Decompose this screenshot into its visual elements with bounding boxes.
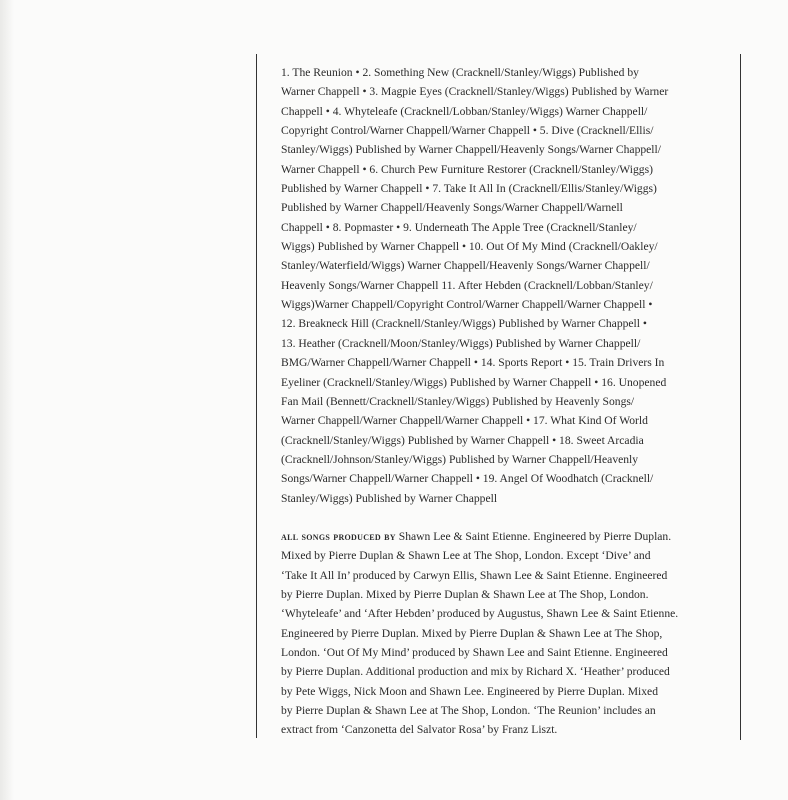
production-heading: all songs produced by xyxy=(281,530,396,543)
tracklist-line: Copyright Control/Warner Chappell/Warner Chappell • 5. Dive (Cracknell/Ellis/ xyxy=(281,124,654,138)
tracklist-line: Warner Chappell • 6. Church Pew Furniture Restorer (Cracknell/Stanley/Wiggs) xyxy=(281,162,653,176)
right-vertical-rule xyxy=(740,54,741,740)
production-line: Mixed by Pierre Duplan & Shawn Lee at The Shop, London. Except ‘Dive’ and xyxy=(281,549,651,563)
tracklist-line: Chappell • 4. Whyteleafe (Cracknell/Lobban/Stanley/Wiggs) Warner Chappell/ xyxy=(281,104,648,118)
page-binding-shadow xyxy=(0,0,14,800)
production-line: Engineered by Pierre Duplan. Mixed by Pierre Duplan & Shawn Lee at The Shop, xyxy=(281,626,663,640)
production-line: by Pete Wiggs, Nick Moon and Shawn Lee. Engineered by Pierre Duplan. Mixed xyxy=(281,684,659,698)
paragraph-spacer xyxy=(281,508,721,527)
credits-text-block xyxy=(281,63,721,740)
production-line: by Pierre Duplan & Shawn Lee at The Shop, London. ‘The Reunion’ includes an xyxy=(281,704,656,717)
production-line: London. ‘Out Of My Mind’ produced by Shawn Lee and Saint Etienne. Engineered xyxy=(281,645,668,659)
tracklist-line: Stanley/Waterfield/Wiggs) Warner Chappell/Heavenly Songs/Warner Chappell/ xyxy=(281,259,650,273)
tracklist-line: (Cracknell/Stanley/Wiggs) Published by Warner Chappell • 18. Sweet Arcadia xyxy=(281,433,644,447)
left-vertical-rule xyxy=(256,54,257,738)
tracklist-line: Songs/Warner Chappell/Warner Chappell • 19. Angel Of Woodhatch (Cracknell/ xyxy=(281,472,654,486)
production-line: ‘Whyteleafe’ and ‘After Hebden’ produced by Augustus, Shawn Lee & Saint Etienne. xyxy=(281,607,679,621)
tracklist-line: Published by Warner Chappell/Heavenly Songs/Warner Chappell/Warnell xyxy=(281,201,623,215)
tracklist-line: Warner Chappell/Warner Chappell/Warner Chappell • 17. What Kind Of World xyxy=(281,414,648,428)
production-line xyxy=(281,527,721,546)
tracklist-line: Wiggs) Published by Warner Chappell • 10. Out Of My Mind (Cracknell/Oakley/ xyxy=(281,240,658,254)
tracklist-line: Eyeliner (Cracknell/Stanley/Wiggs) Published by Warner Chappell • 16. Unopened xyxy=(281,375,667,389)
production-line: ‘Take It All In’ produced by Carwyn Ellis, Shawn Lee & Saint Etienne. Engineered xyxy=(281,568,668,582)
tracklist-line: (Cracknell/Johnson/Stanley/Wiggs) Published by Warner Chappell/Heavenly xyxy=(281,452,639,466)
tracklist-line: 13. Heather (Cracknell/Moon/Stanley/Wiggs) Published by Warner Chappell/ xyxy=(281,336,641,350)
tracklist-line: Wiggs)Warner Chappell/Copyright Control/Warner Chappell/Warner Chappell • xyxy=(281,298,653,312)
tracklist-line: 12. Breakneck Hill (Cracknell/Stanley/Wiggs) Published by Warner Chappell • xyxy=(281,317,647,331)
tracklist-line: Fan Mail (Bennett/Cracknell/Stanley/Wiggs) Published by Heavenly Songs/ xyxy=(281,394,635,408)
tracklist-line: BMG/Warner Chappell/Warner Chappell • 14. Sports Report • 15. Train Drivers In xyxy=(281,356,665,370)
production-paragraph xyxy=(281,527,721,740)
tracklist-paragraph xyxy=(281,63,721,508)
production-line: by Pierre Duplan. Additional production and mix by Richard X. ‘Heather’ produced xyxy=(281,665,670,679)
tracklist-line: Chappell • 8. Popmaster • 9. Underneath The Apple Tree (Cracknell/Stanley/ xyxy=(281,220,637,234)
production-line-rest: Shawn Lee & Saint Etienne. Engineered by Pierre Duplan. xyxy=(395,529,672,543)
tracklist-line: Heavenly Songs/Warner Chappell 11. After Hebden (Cracknell/Lobban/Stanley/ xyxy=(281,278,653,292)
tracklist-line: Stanley/Wiggs) Published by Warner Chappell xyxy=(281,491,498,505)
tracklist-line: 1. The Reunion • 2. Something New (Cracknell/Stanley/Wiggs) Published by xyxy=(281,66,639,79)
production-line: extract from ‘Canzonetta del Salvator Rosa’ by Franz Liszt. xyxy=(281,723,558,737)
production-line: by Pierre Duplan. Mixed by Pierre Duplan & Shawn Lee at The Shop, London. xyxy=(281,587,649,601)
tracklist-line: Stanley/Wiggs) Published by Warner Chappell/Heavenly Songs/Warner Chappell/ xyxy=(281,143,661,157)
tracklist-line: Published by Warner Chappell • 7. Take It All In (Cracknell/Ellis/Stanley/Wiggs) xyxy=(281,182,657,196)
tracklist-line: Warner Chappell • 3. Magpie Eyes (Cracknell/Stanley/Wiggs) Published by Warner xyxy=(281,85,669,99)
